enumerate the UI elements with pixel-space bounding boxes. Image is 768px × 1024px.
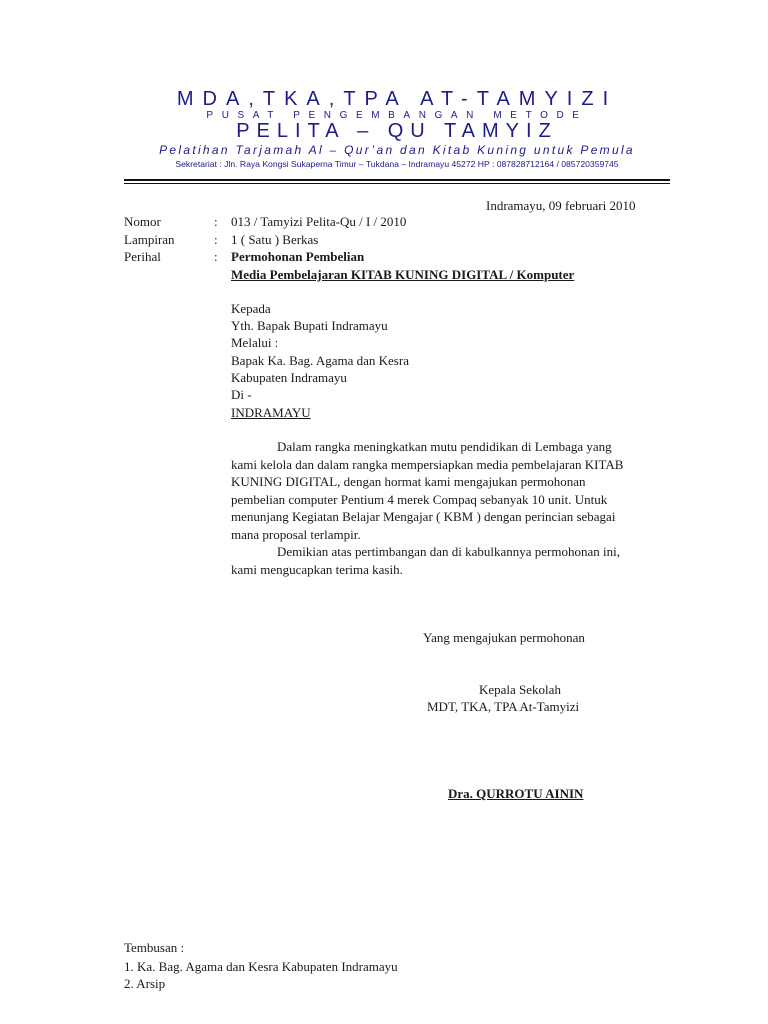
subject-line-2: Media Pembelajaran KITAB KUNING DIGITAL / Komputer xyxy=(231,267,575,282)
field-value-lampiran: 1 ( Satu ) Berkas xyxy=(231,232,319,247)
field-value-perihal: Permohonan Pembelian xyxy=(231,249,365,264)
body-line: mana proposal terlampir. xyxy=(231,526,361,542)
field-label-nomor: Nomor xyxy=(124,214,161,229)
letterhead-title: MDA,TKA,TPA AT-TAMYIZI xyxy=(176,88,618,110)
field-value-nomor: 013 / Tamyizi Pelita-Qu / I / 2010 xyxy=(231,214,407,229)
signature-name: Dra. QURROTU AININ xyxy=(448,786,584,801)
letterhead-tagline: Pelatihan Tarjamah Al – Qur’an dan Kitab Kuning untuk Pemula xyxy=(159,143,635,157)
body-line: Dalam rangka meningkatkan mutu pendidikan di Lembaga yang xyxy=(277,439,612,454)
signature-institution: MDT, TKA, TPA At-Tamyizi xyxy=(427,699,580,714)
body-paragraph-2 xyxy=(231,543,698,578)
cc-label: Tembusan : xyxy=(124,940,185,955)
recipient-via-place: Kabupaten Indramayu xyxy=(231,370,347,385)
recipient-via: Melalui : xyxy=(231,335,279,350)
field-label-lampiran: Lampiran xyxy=(124,232,175,247)
cc-item: 2. Arsip xyxy=(124,976,166,991)
recipient-di: Di - xyxy=(231,387,252,402)
recipient-to: Kepada xyxy=(231,301,271,316)
field-sep: : xyxy=(214,214,218,229)
letter-date: Indramayu, 09 februari 2010 xyxy=(486,198,636,213)
letterhead-rule-thick xyxy=(124,179,670,181)
body-line: kami kelola dan dalam rangka mempersiapkan media pembelajaran KITAB xyxy=(231,456,624,472)
letterhead-address: Sekretariat : Jln. Raya Kongsi Sukaperna Timur – Tukdana – Indramayu 45272 HP : 087828712164 / 085720359745 xyxy=(175,159,619,169)
letterhead-name: PELITA – QU TAMYIZ xyxy=(236,120,558,142)
cc-item: 1. Ka. Bag. Agama dan Kesra Kabupaten Indramayu xyxy=(124,959,398,974)
recipient-name: Yth. Bapak Bupati Indramayu xyxy=(231,318,388,333)
recipient-city: INDRAMAYU xyxy=(231,405,311,420)
body-line: menunjang Kegiatan Belajar Mengajar ( KBM ) dengan perincian sebagai xyxy=(231,509,616,524)
letterhead-subtitle: PUSAT PENGEMBANGAN METODE xyxy=(206,110,588,121)
body-line: Demikian atas pertimbangan dan di kabulkannya permohonan ini, xyxy=(277,544,620,559)
body-line: KUNING DIGITAL, dengan hormat kami mengajukan permohonan xyxy=(231,474,586,489)
body-line: pembelian computer Pentium 4 merek Compaq sebanyak 10 unit. Untuk xyxy=(231,491,608,507)
recipient-via-name: Bapak Ka. Bag. Agama dan Kesra xyxy=(231,353,409,368)
field-label-perihal: Perihal xyxy=(124,249,161,264)
signature-position: Kepala Sekolah xyxy=(479,682,561,697)
body-paragraph-1 xyxy=(231,438,698,543)
field-sep: : xyxy=(214,249,218,264)
letterhead-rule-thin xyxy=(124,183,670,184)
signature-closing: Yang mengajukan permohonan xyxy=(423,630,585,645)
field-sep: : xyxy=(214,232,218,247)
body-line: kami mengucapkan terima kasih. xyxy=(231,561,403,577)
